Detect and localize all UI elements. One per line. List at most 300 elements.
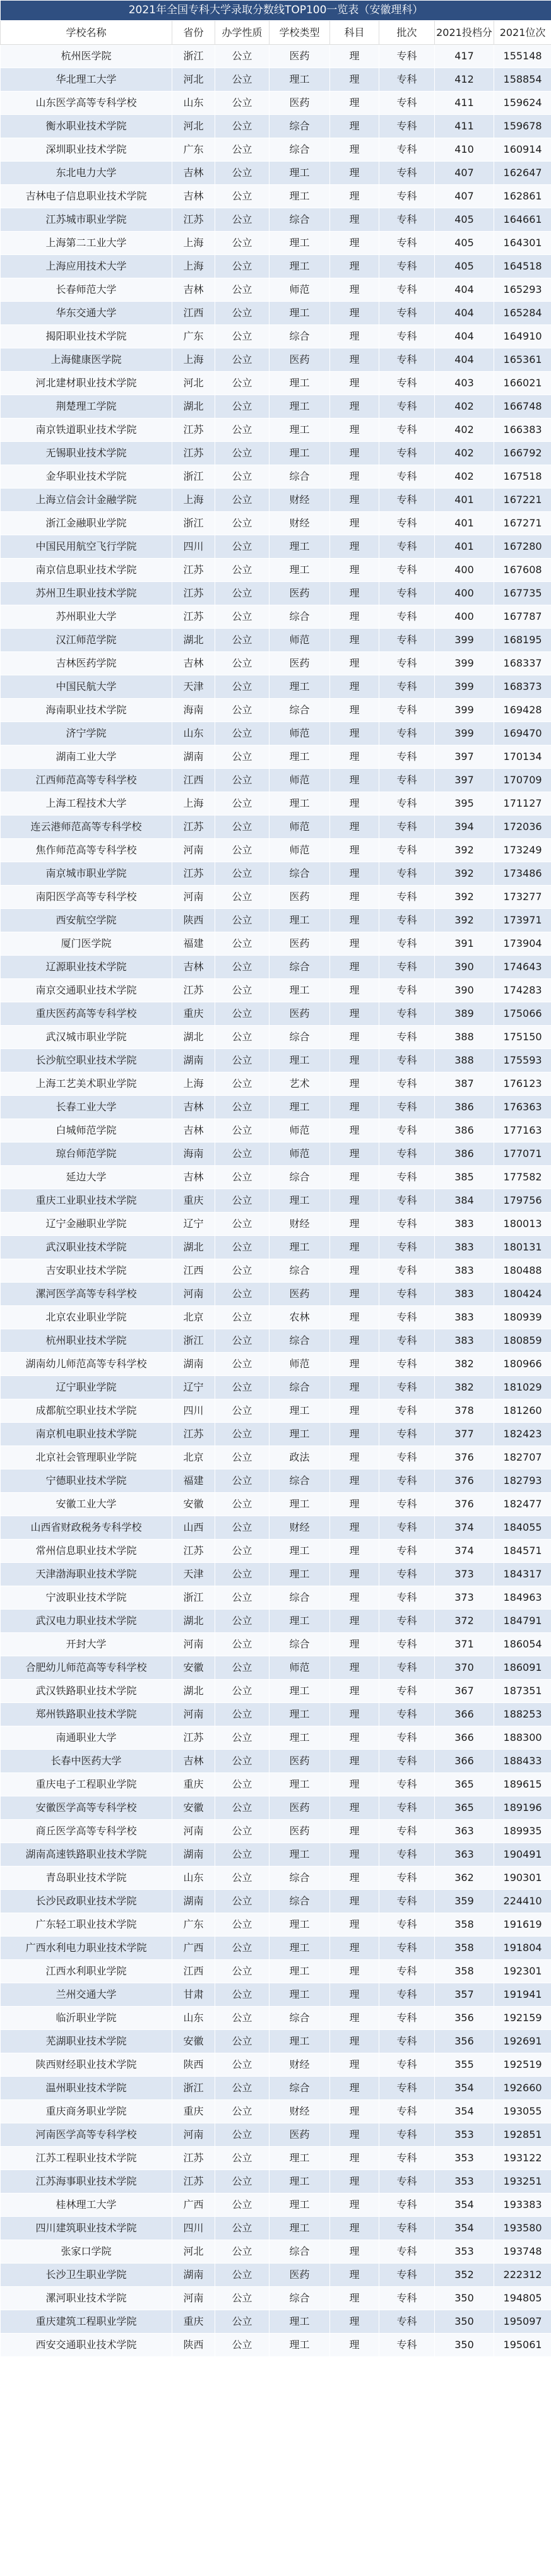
cell-school-name: 上海立信会计金融学院 xyxy=(1,489,172,512)
cell-score: 366 xyxy=(435,1726,494,1750)
cell-batch: 专科 xyxy=(379,232,435,255)
cell-batch: 专科 xyxy=(379,2264,435,2287)
cell-rank: 173486 xyxy=(494,862,551,886)
cell-batch: 专科 xyxy=(379,1726,435,1750)
cell-ownership: 公立 xyxy=(215,255,270,278)
cell-batch: 专科 xyxy=(379,792,435,816)
cell-ownership: 公立 xyxy=(215,1423,270,1446)
cell-batch: 专科 xyxy=(379,325,435,348)
cell-ownership: 公立 xyxy=(215,1119,270,1143)
cell-subject: 理 xyxy=(330,979,379,1002)
header-school-name: 学校名称 xyxy=(1,21,172,45)
cell-school-type: 医药 xyxy=(270,1002,330,1026)
cell-score: 383 xyxy=(435,1306,494,1329)
table-row xyxy=(1,325,551,348)
cell-school-type: 理工 xyxy=(270,2334,330,2357)
table-row xyxy=(1,699,551,722)
cell-batch: 专科 xyxy=(379,956,435,979)
cell-school-type: 师范 xyxy=(270,816,330,839)
cell-subject: 理 xyxy=(330,1890,379,1913)
table-row xyxy=(1,1913,551,1937)
cell-subject: 理 xyxy=(330,372,379,395)
cell-rank: 166748 xyxy=(494,395,551,418)
cell-score: 407 xyxy=(435,162,494,185)
cell-rank: 167787 xyxy=(494,605,551,629)
cell-school-type: 理工 xyxy=(270,395,330,418)
cell-batch: 专科 xyxy=(379,559,435,582)
cell-ownership: 公立 xyxy=(215,792,270,816)
cell-ownership: 公立 xyxy=(215,2123,270,2147)
cell-ownership: 公立 xyxy=(215,652,270,675)
cell-province: 陕西 xyxy=(172,2334,215,2357)
cell-ownership: 公立 xyxy=(215,1376,270,1399)
cell-ownership: 公立 xyxy=(215,2310,270,2334)
cell-batch: 专科 xyxy=(379,185,435,208)
cell-subject: 理 xyxy=(330,1189,379,1213)
cell-batch: 专科 xyxy=(379,1329,435,1353)
cell-province: 湖南 xyxy=(172,745,215,769)
cell-subject: 理 xyxy=(330,2334,379,2357)
cell-score: 402 xyxy=(435,442,494,465)
cell-school-type: 理工 xyxy=(270,372,330,395)
cell-school-name: 常州信息职业技术学院 xyxy=(1,1540,172,1563)
cell-ownership: 公立 xyxy=(215,722,270,745)
cell-batch: 专科 xyxy=(379,886,435,909)
cell-province: 江苏 xyxy=(172,559,215,582)
cell-school-name: 湖南工业大学 xyxy=(1,745,172,769)
cell-school-type: 理工 xyxy=(270,255,330,278)
cell-province: 安徽 xyxy=(172,2030,215,2053)
cell-rank: 193122 xyxy=(494,2147,551,2170)
cell-school-type: 综合 xyxy=(270,138,330,162)
cell-subject: 理 xyxy=(330,1680,379,1703)
cell-province: 河北 xyxy=(172,115,215,138)
table-row xyxy=(1,208,551,232)
table-row xyxy=(1,1656,551,1680)
cell-school-type: 理工 xyxy=(270,1703,330,1726)
cell-school-type: 综合 xyxy=(270,2077,330,2100)
cell-school-type: 理工 xyxy=(270,1913,330,1937)
cell-province: 广西 xyxy=(172,2193,215,2217)
cell-batch: 专科 xyxy=(379,1399,435,1423)
cell-ownership: 公立 xyxy=(215,559,270,582)
table-row xyxy=(1,559,551,582)
cell-subject: 理 xyxy=(330,1469,379,1493)
cell-subject: 理 xyxy=(330,1750,379,1773)
cell-rank: 164301 xyxy=(494,232,551,255)
cell-batch: 专科 xyxy=(379,1049,435,1072)
cell-province: 辽宁 xyxy=(172,1376,215,1399)
cell-batch: 专科 xyxy=(379,92,435,115)
table-row xyxy=(1,1096,551,1119)
cell-score: 399 xyxy=(435,675,494,699)
cell-school-type: 理工 xyxy=(270,2310,330,2334)
cell-score: 404 xyxy=(435,278,494,302)
cell-school-type: 理工 xyxy=(270,1843,330,1867)
cell-rank: 173249 xyxy=(494,839,551,862)
cell-province: 江苏 xyxy=(172,862,215,886)
cell-subject: 理 xyxy=(330,1329,379,1353)
cell-subject: 理 xyxy=(330,675,379,699)
cell-ownership: 公立 xyxy=(215,1469,270,1493)
cell-score: 358 xyxy=(435,1937,494,1960)
cell-province: 湖南 xyxy=(172,1890,215,1913)
table-row xyxy=(1,2123,551,2147)
cell-rank: 174283 xyxy=(494,979,551,1002)
cell-subject: 理 xyxy=(330,325,379,348)
cell-rank: 191619 xyxy=(494,1913,551,1937)
cell-school-type: 理工 xyxy=(270,1680,330,1703)
cell-score: 358 xyxy=(435,1913,494,1937)
cell-rank: 193055 xyxy=(494,2100,551,2123)
cell-subject: 理 xyxy=(330,278,379,302)
cell-batch: 专科 xyxy=(379,1843,435,1867)
cell-ownership: 公立 xyxy=(215,1166,270,1189)
cell-province: 江苏 xyxy=(172,816,215,839)
cell-rank: 189196 xyxy=(494,1796,551,1820)
cell-score: 412 xyxy=(435,68,494,92)
cell-province: 湖北 xyxy=(172,629,215,652)
cell-province: 河南 xyxy=(172,1820,215,1843)
cell-ownership: 公立 xyxy=(215,2287,270,2310)
cell-ownership: 公立 xyxy=(215,1072,270,1096)
cell-province: 河南 xyxy=(172,1633,215,1656)
cell-subject: 理 xyxy=(330,302,379,325)
cell-ownership: 公立 xyxy=(215,162,270,185)
cell-school-name: 陕西财经职业技术学院 xyxy=(1,2053,172,2077)
cell-rank: 158854 xyxy=(494,68,551,92)
cell-ownership: 公立 xyxy=(215,1399,270,1423)
cell-subject: 理 xyxy=(330,1843,379,1867)
cell-score: 383 xyxy=(435,1329,494,1353)
cell-school-name: 吉林医药学院 xyxy=(1,652,172,675)
cell-school-name: 漯河医学高等专科学校 xyxy=(1,1283,172,1306)
table-row xyxy=(1,1890,551,1913)
cell-school-type: 理工 xyxy=(270,1423,330,1446)
cell-score: 385 xyxy=(435,1166,494,1189)
table-row xyxy=(1,1306,551,1329)
cell-rank: 160914 xyxy=(494,138,551,162)
cell-school-type: 医药 xyxy=(270,92,330,115)
header-school-type: 学校类型 xyxy=(270,21,330,45)
table-row xyxy=(1,162,551,185)
cell-batch: 专科 xyxy=(379,1867,435,1890)
cell-score: 399 xyxy=(435,722,494,745)
cell-subject: 理 xyxy=(330,68,379,92)
cell-province: 山东 xyxy=(172,1867,215,1890)
cell-school-name: 重庆工业职业技术学院 xyxy=(1,1189,172,1213)
cell-school-name: 北京社会管理职业学院 xyxy=(1,1446,172,1469)
cell-score: 417 xyxy=(435,45,494,68)
cell-batch: 专科 xyxy=(379,1703,435,1726)
cell-rank: 179756 xyxy=(494,1189,551,1213)
cell-batch: 专科 xyxy=(379,255,435,278)
table-row xyxy=(1,722,551,745)
cell-ownership: 公立 xyxy=(215,2147,270,2170)
cell-rank: 184055 xyxy=(494,1516,551,1540)
cell-score: 382 xyxy=(435,1353,494,1376)
cell-subject: 理 xyxy=(330,816,379,839)
cell-ownership: 公立 xyxy=(215,2100,270,2123)
cell-batch: 专科 xyxy=(379,979,435,1002)
cell-ownership: 公立 xyxy=(215,2170,270,2193)
cell-score: 350 xyxy=(435,2334,494,2357)
cell-score: 390 xyxy=(435,956,494,979)
cell-school-type: 理工 xyxy=(270,1399,330,1423)
cell-school-type: 师范 xyxy=(270,1656,330,1680)
cell-school-name: 杭州职业技术学院 xyxy=(1,1329,172,1353)
cell-school-type: 医药 xyxy=(270,45,330,68)
cell-school-name: 海南职业技术学院 xyxy=(1,699,172,722)
cell-score: 374 xyxy=(435,1540,494,1563)
table-row xyxy=(1,278,551,302)
table-row xyxy=(1,45,551,68)
cell-batch: 专科 xyxy=(379,1119,435,1143)
cell-batch: 专科 xyxy=(379,1493,435,1516)
cell-school-name: 张家口学院 xyxy=(1,2240,172,2264)
cell-subject: 理 xyxy=(330,1563,379,1586)
cell-school-name: 琼台师范学院 xyxy=(1,1143,172,1166)
header-ownership: 办学性质 xyxy=(215,21,270,45)
cell-school-name: 南通职业大学 xyxy=(1,1726,172,1750)
cell-school-name: 上海应用技术大学 xyxy=(1,255,172,278)
cell-rank: 181260 xyxy=(494,1399,551,1423)
cell-rank: 222312 xyxy=(494,2264,551,2287)
cell-province: 江苏 xyxy=(172,418,215,442)
cell-school-type: 财经 xyxy=(270,2100,330,2123)
table-row xyxy=(1,1259,551,1283)
cell-school-name: 兰州交通大学 xyxy=(1,1983,172,2007)
cell-score: 366 xyxy=(435,1750,494,1773)
cell-rank: 187351 xyxy=(494,1680,551,1703)
cell-score: 382 xyxy=(435,1376,494,1399)
cell-school-type: 财经 xyxy=(270,2053,330,2077)
cell-rank: 169470 xyxy=(494,722,551,745)
cell-school-type: 师范 xyxy=(270,1119,330,1143)
cell-school-type: 师范 xyxy=(270,722,330,745)
cell-rank: 184571 xyxy=(494,1540,551,1563)
cell-ownership: 公立 xyxy=(215,1353,270,1376)
cell-province: 辽宁 xyxy=(172,1213,215,1236)
cell-subject: 理 xyxy=(330,1166,379,1189)
cell-school-type: 理工 xyxy=(270,418,330,442)
cell-subject: 理 xyxy=(330,1633,379,1656)
table-row xyxy=(1,1072,551,1096)
cell-batch: 专科 xyxy=(379,2123,435,2147)
cell-batch: 专科 xyxy=(379,2030,435,2053)
cell-subject: 理 xyxy=(330,348,379,372)
cell-rank: 188300 xyxy=(494,1726,551,1750)
cell-school-type: 理工 xyxy=(270,559,330,582)
cell-rank: 168337 xyxy=(494,652,551,675)
cell-school-type: 师范 xyxy=(270,629,330,652)
cell-province: 浙江 xyxy=(172,512,215,535)
cell-batch: 专科 xyxy=(379,2077,435,2100)
cell-school-type: 医药 xyxy=(270,1796,330,1820)
cell-ownership: 公立 xyxy=(215,1213,270,1236)
cell-batch: 专科 xyxy=(379,1259,435,1283)
table-row xyxy=(1,232,551,255)
cell-batch: 专科 xyxy=(379,1610,435,1633)
cell-ownership: 公立 xyxy=(215,1306,270,1329)
cell-province: 山西 xyxy=(172,1516,215,1540)
cell-score: 383 xyxy=(435,1213,494,1236)
cell-school-name: 西安交通职业技术学院 xyxy=(1,2334,172,2357)
cell-ownership: 公立 xyxy=(215,745,270,769)
cell-school-name: 江西师范高等专科学校 xyxy=(1,769,172,792)
cell-subject: 理 xyxy=(330,1960,379,1983)
cell-province: 吉林 xyxy=(172,185,215,208)
cell-subject: 理 xyxy=(330,489,379,512)
cell-rank: 195061 xyxy=(494,2334,551,2357)
cell-school-name: 南京城市职业学院 xyxy=(1,862,172,886)
table-row xyxy=(1,1423,551,1446)
cell-score: 376 xyxy=(435,1493,494,1516)
cell-batch: 专科 xyxy=(379,1890,435,1913)
cell-rank: 191941 xyxy=(494,1983,551,2007)
table-row xyxy=(1,1236,551,1259)
cell-school-name: 辽宁职业学院 xyxy=(1,1376,172,1399)
cell-score: 389 xyxy=(435,1002,494,1026)
cell-school-name: 长沙民政职业技术学院 xyxy=(1,1890,172,1913)
cell-school-name: 河南医学高等专科学校 xyxy=(1,2123,172,2147)
cell-subject: 理 xyxy=(330,1983,379,2007)
cell-score: 374 xyxy=(435,1516,494,1540)
cell-subject: 理 xyxy=(330,535,379,559)
cell-score: 383 xyxy=(435,1236,494,1259)
cell-school-type: 医药 xyxy=(270,886,330,909)
cell-province: 吉林 xyxy=(172,1119,215,1143)
header-batch: 批次 xyxy=(379,21,435,45)
cell-score: 394 xyxy=(435,816,494,839)
cell-rank: 190301 xyxy=(494,1867,551,1890)
table-row xyxy=(1,1143,551,1166)
table-row xyxy=(1,862,551,886)
cell-school-type: 艺术 xyxy=(270,1072,330,1096)
cell-batch: 专科 xyxy=(379,769,435,792)
cell-score: 354 xyxy=(435,2077,494,2100)
table-row xyxy=(1,1516,551,1540)
cell-ownership: 公立 xyxy=(215,1610,270,1633)
cell-score: 405 xyxy=(435,232,494,255)
cell-subject: 理 xyxy=(330,512,379,535)
cell-subject: 理 xyxy=(330,769,379,792)
cell-subject: 理 xyxy=(330,1306,379,1329)
cell-province: 上海 xyxy=(172,792,215,816)
cell-school-name: 武汉电力职业技术学院 xyxy=(1,1610,172,1633)
table-row xyxy=(1,1703,551,1726)
cell-subject: 理 xyxy=(330,792,379,816)
cell-score: 367 xyxy=(435,1680,494,1703)
cell-ownership: 公立 xyxy=(215,605,270,629)
cell-school-name: 杭州医学院 xyxy=(1,45,172,68)
cell-batch: 专科 xyxy=(379,535,435,559)
cell-school-name: 辽宁金融职业学院 xyxy=(1,1213,172,1236)
cell-subject: 理 xyxy=(330,956,379,979)
cell-rank: 162861 xyxy=(494,185,551,208)
cell-subject: 理 xyxy=(330,1376,379,1399)
cell-school-type: 理工 xyxy=(270,2193,330,2217)
cell-school-name: 华北理工大学 xyxy=(1,68,172,92)
table-row xyxy=(1,1937,551,1960)
cell-batch: 专科 xyxy=(379,1469,435,1493)
table-row xyxy=(1,839,551,862)
table-row xyxy=(1,2147,551,2170)
cell-subject: 理 xyxy=(330,839,379,862)
cell-score: 350 xyxy=(435,2287,494,2310)
cell-score: 365 xyxy=(435,1773,494,1796)
cell-rank: 180013 xyxy=(494,1213,551,1236)
cell-school-type: 理工 xyxy=(270,2030,330,2053)
cell-school-name: 连云港师范高等专科学校 xyxy=(1,816,172,839)
cell-ownership: 公立 xyxy=(215,512,270,535)
header-rank: 2021位次 xyxy=(494,21,551,45)
cell-score: 386 xyxy=(435,1096,494,1119)
cell-province: 天津 xyxy=(172,675,215,699)
cell-subject: 理 xyxy=(330,185,379,208)
cell-ownership: 公立 xyxy=(215,2240,270,2264)
cell-rank: 167735 xyxy=(494,582,551,605)
cell-school-type: 理工 xyxy=(270,1983,330,2007)
cell-batch: 专科 xyxy=(379,2170,435,2193)
cell-rank: 180966 xyxy=(494,1353,551,1376)
cell-score: 401 xyxy=(435,489,494,512)
cell-school-name: 华东交通大学 xyxy=(1,302,172,325)
cell-subject: 理 xyxy=(330,582,379,605)
cell-rank: 170134 xyxy=(494,745,551,769)
cell-subject: 理 xyxy=(330,115,379,138)
table-row xyxy=(1,1469,551,1493)
cell-school-name: 中国民航大学 xyxy=(1,675,172,699)
cell-batch: 专科 xyxy=(379,1563,435,1586)
cell-batch: 专科 xyxy=(379,1937,435,1960)
cell-school-name: 成都航空职业技术学院 xyxy=(1,1399,172,1423)
cell-rank: 184963 xyxy=(494,1586,551,1610)
cell-batch: 专科 xyxy=(379,1026,435,1049)
cell-score: 410 xyxy=(435,138,494,162)
cell-subject: 理 xyxy=(330,745,379,769)
cell-score: 411 xyxy=(435,92,494,115)
table-row xyxy=(1,1773,551,1796)
cell-rank: 162647 xyxy=(494,162,551,185)
cell-school-name: 武汉职业技术学院 xyxy=(1,1236,172,1259)
cell-ownership: 公立 xyxy=(215,862,270,886)
cell-subject: 理 xyxy=(330,932,379,956)
cell-rank: 186054 xyxy=(494,1633,551,1656)
cell-batch: 专科 xyxy=(379,1353,435,1376)
cell-rank: 191804 xyxy=(494,1937,551,1960)
cell-ownership: 公立 xyxy=(215,68,270,92)
cell-score: 372 xyxy=(435,1610,494,1633)
cell-province: 江苏 xyxy=(172,442,215,465)
cell-province: 吉林 xyxy=(172,162,215,185)
cell-ownership: 公立 xyxy=(215,465,270,489)
cell-school-type: 农林 xyxy=(270,1306,330,1329)
cell-subject: 理 xyxy=(330,1796,379,1820)
cell-province: 江苏 xyxy=(172,582,215,605)
cell-province: 上海 xyxy=(172,1072,215,1096)
cell-subject: 理 xyxy=(330,1516,379,1540)
cell-score: 365 xyxy=(435,1796,494,1820)
cell-score: 373 xyxy=(435,1586,494,1610)
cell-score: 404 xyxy=(435,348,494,372)
cell-rank: 182793 xyxy=(494,1469,551,1493)
cell-school-type: 综合 xyxy=(270,605,330,629)
cell-rank: 166792 xyxy=(494,442,551,465)
cell-rank: 174643 xyxy=(494,956,551,979)
cell-rank: 155148 xyxy=(494,45,551,68)
cell-ownership: 公立 xyxy=(215,1540,270,1563)
